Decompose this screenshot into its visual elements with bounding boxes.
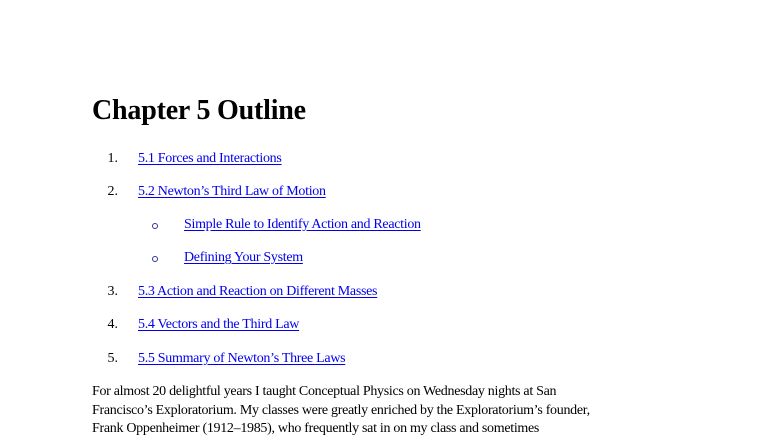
paragraph-line: For almost 20 delightful years I taught Conceptual Physics on Wednesday nights at San	[92, 384, 557, 399]
paragraph-line: Francisco’s Exploratorium. My classes were greatly enriched by the Exploratorium’s founder,	[92, 402, 590, 418]
outline-item-5-1	[138, 150, 282, 168]
intro-paragraph	[92, 383, 692, 439]
link-5-4-vectors-third-law[interactable]: 5.4 Vectors and the Third Law	[138, 317, 300, 332]
link-5-1-forces-and-interactions[interactable]: 5.1 Forces and Interactions	[138, 151, 282, 166]
outline-number-5: 5.	[107, 351, 118, 366]
link-5-5-summary-three-laws[interactable]: 5.5 Summary of Newton’s Three Laws	[138, 351, 346, 366]
outline-item-5-5	[138, 350, 345, 368]
outline-subitem-defining-system	[184, 249, 303, 267]
link-simple-rule-action-reaction[interactable]: Simple Rule to Identify Action and Reaction	[184, 217, 421, 232]
outline-number-4: 4.	[107, 317, 118, 332]
hollow-bullet-icon	[152, 223, 158, 229]
outline-number-1: 1.	[107, 151, 118, 166]
link-5-3-action-reaction-masses[interactable]: 5.3 Action and Reaction on Different Masses	[138, 284, 378, 299]
outline-item-5-4	[138, 316, 299, 334]
chapter-heading: Chapter 5 Outline	[92, 95, 306, 126]
outline-item-5-3	[138, 283, 377, 301]
outline-item-5-2	[138, 183, 326, 201]
paragraph-line: Frank Oppenheimer (1912–1985), who frequently sat in on my class and sometimes	[92, 421, 540, 436]
outline-subitem-simple-rule	[184, 216, 421, 234]
outline-number-2: 2.	[107, 184, 118, 199]
link-defining-your-system[interactable]: Defining Your System	[184, 250, 303, 265]
link-5-2-newtons-third-law[interactable]: 5.2 Newton’s Third Law of Motion	[138, 184, 326, 199]
hollow-bullet-icon	[152, 256, 158, 262]
outline-number-3: 3.	[107, 284, 118, 299]
